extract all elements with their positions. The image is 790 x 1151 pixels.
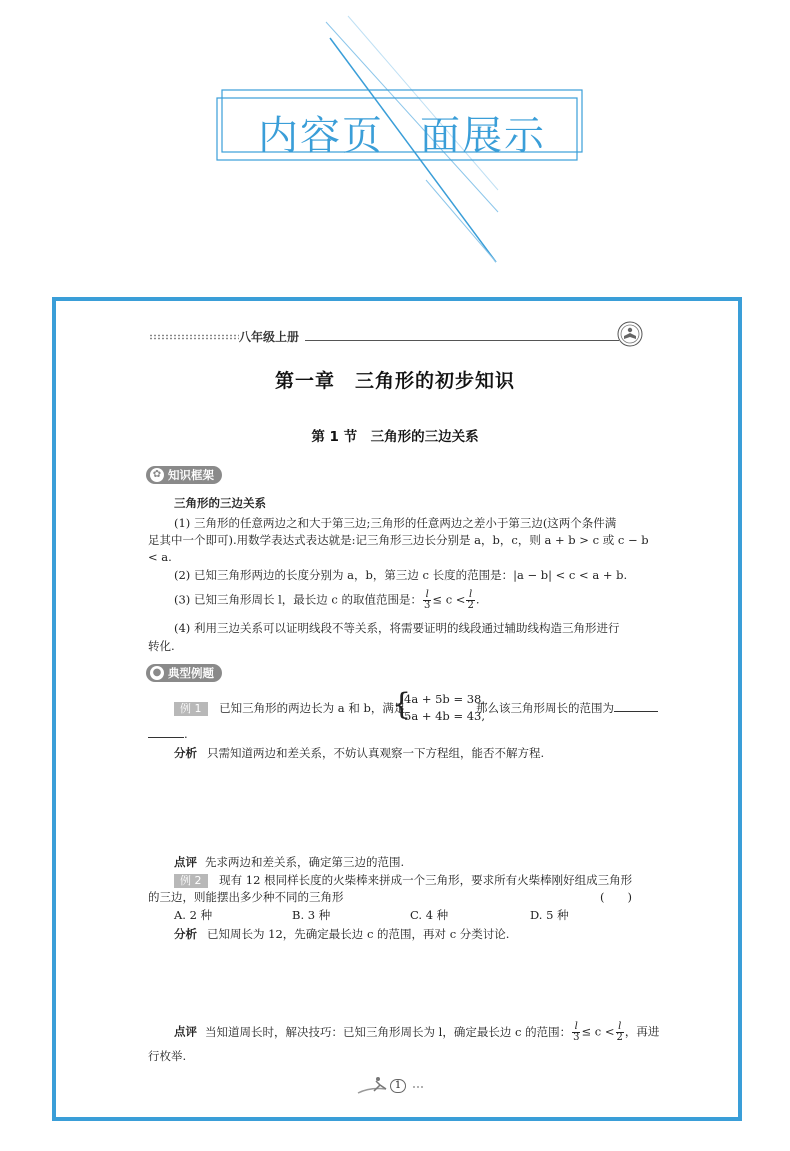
equation-1: 4a + 5b = 38, (404, 692, 486, 706)
equation-2: 5a + 4b = 43, (404, 709, 486, 723)
answer-blank-continued[interactable] (148, 726, 184, 738)
example2-tag: 例 2 (174, 874, 208, 888)
example1-question: 那么该三角形周长的范围为 (476, 700, 658, 717)
knowledge-item1-line1: (1) 三角形的任意两边之和大于第三边;三角形的任意两边之差小于第三边(这两个条件满 (174, 516, 617, 530)
knowledge-item1-line3: < a. (148, 550, 172, 564)
system-brace: { (392, 687, 412, 722)
example2-line1: 例 2 现有 12 根同样长度的火柴棒来拼成一个三角形，要求所有火柴棒刚好组成三角形 (174, 872, 632, 889)
page-footer (356, 1075, 436, 1099)
option-d: D. 5 种 (530, 908, 569, 922)
option-c: C. 4 种 (410, 908, 449, 922)
fraction: $\frac{l}{2}$ (616, 1021, 623, 1043)
option-b: B. 3 种 (292, 908, 331, 922)
example1-tag: 例 1 (174, 702, 208, 716)
section-title: 第 1 节 三角形的三边关系 (311, 429, 479, 445)
example1-analysis: 分析 只需知道两边和差关系，不妨认真观察一下方程组，能否不解方程. (174, 746, 545, 760)
knowledge-item2: (2) 已知三角形两边的长度分别为 a，b，第三边 c 长度的范围是：|a − b| < c < a + b. (174, 568, 628, 582)
example2-comment-line2: 行枚举. (148, 1049, 187, 1063)
example1-tail: . (148, 726, 188, 743)
knowledge-badge (146, 466, 222, 484)
knowledge-item3: (3) 已知三角形周长 l，最长边 c 的取值范围是： $\frac{l}{3}$ ≤ c < $\frac{l}{2}$ . (174, 589, 480, 611)
knowledge-item4-line1: (4) 利用三边关系可以证明线段不等关系，将需要证明的线段通过辅助线构造三角形进行 (174, 621, 620, 635)
lightbulb-icon: ● (150, 666, 164, 680)
knowledge-item1-line2: 足其中一个即可).用数学表达式表达就是:记三角形三边长分别是 a，b，c，则 a + b > c 或 c − b (148, 533, 649, 547)
example1-comment: 点评 先求两边和差关系，确定第三边的范围. (174, 855, 405, 869)
knowledge-heading: 三角形的三边关系 (174, 496, 266, 510)
banner-title-part2: 面展示 (420, 113, 546, 159)
answer-paren: ( ) (600, 890, 632, 904)
example2-analysis: 分析 已知周长为 12，先确定最长边 c 的范围，再对 c 分类讨论. (174, 927, 510, 941)
examples-badge (146, 664, 222, 682)
banner-line (426, 180, 496, 262)
example2-line2: 的三边，则能摆出多少种不同的三角形 (148, 890, 344, 904)
example2-comment: 点评 当知道周长时，解决技巧：已知三角形周长为 l，确定最长边 c 的范围： $\frac{l}{3}$ ≤ c < $\frac{l}{2}$ ，再进 (174, 1021, 660, 1043)
running-head (95, 325, 643, 347)
banner-title-part1: 内容页 (258, 113, 384, 159)
book-emblem-icon (617, 321, 643, 347)
fraction: $\frac{l}{2}$ (467, 589, 474, 611)
chapter-title: 第一章 三角形的初步知识 (274, 370, 515, 392)
page-number: 1 (390, 1079, 406, 1093)
banner-title (222, 104, 582, 161)
answer-blank[interactable] (614, 700, 658, 712)
example1-intro: 例 1 已知三角形的两边长为 a 和 b，满足 (174, 700, 405, 717)
fraction: $\frac{l}{3}$ (573, 1021, 580, 1043)
grade-label: 八年级上册 (239, 330, 300, 344)
fraction: $\frac{l}{3}$ (424, 589, 431, 611)
dot-pattern (149, 334, 239, 340)
knowledge-item4-line2: 转化. (148, 639, 175, 653)
header-rule (305, 340, 619, 341)
header-banner (0, 0, 790, 290)
examples-badge-label: 典型例题 (168, 666, 214, 680)
option-a: A. 2 种 (174, 908, 213, 922)
leaf-icon: ✿ (150, 468, 164, 482)
knowledge-badge-label: 知识框架 (168, 468, 214, 482)
